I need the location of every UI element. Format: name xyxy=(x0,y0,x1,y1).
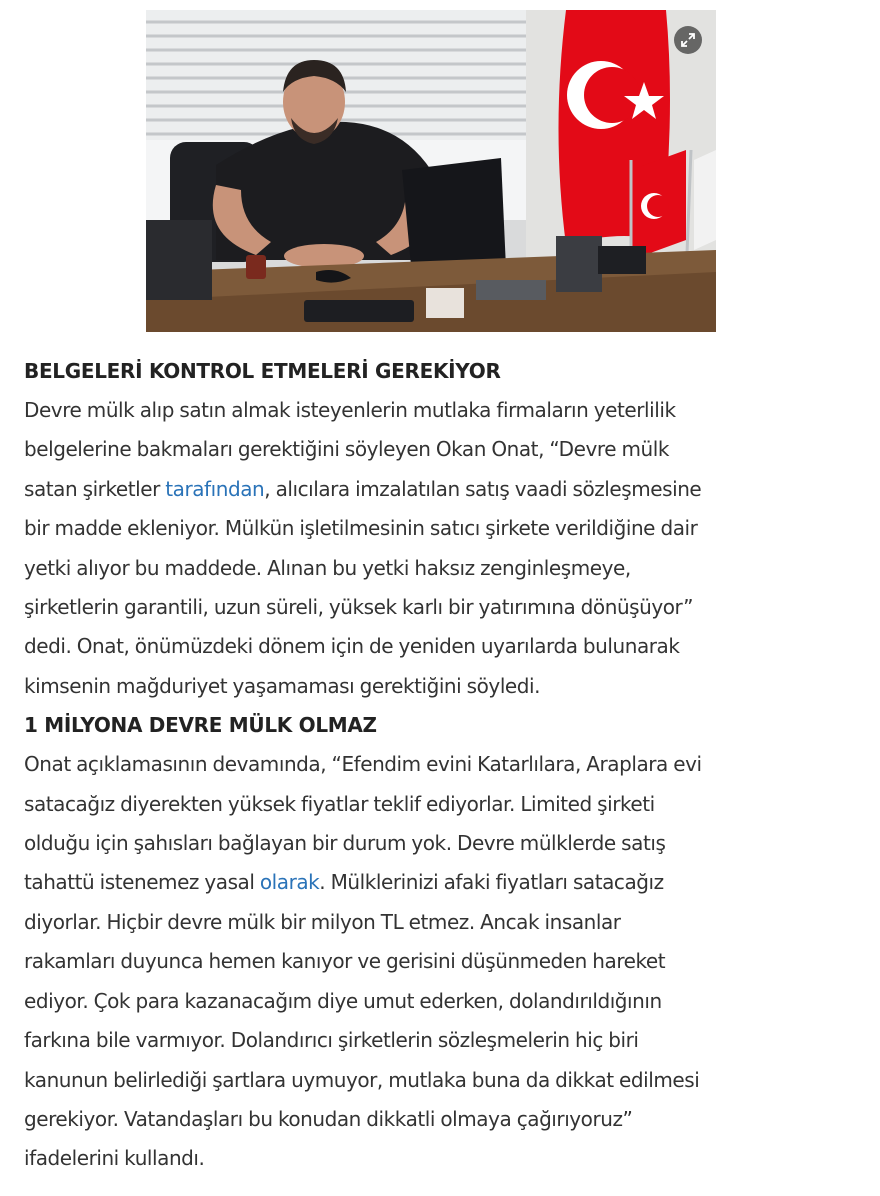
expand-image-button[interactable] xyxy=(674,26,702,54)
text-segment: satan şirketler xyxy=(24,476,166,501)
text-line xyxy=(24,863,854,902)
inline-link[interactable]: tarafından xyxy=(165,476,265,501)
text-segment: satacağız diyerekten yüksek fiyatlar teklif ediyorlar. Limited şirketi xyxy=(24,791,655,816)
section-heading-million: 1 MİLYONA DEVRE MÜLK OLMAZ xyxy=(24,713,377,738)
text-line xyxy=(24,982,854,1021)
office-photo-illustration xyxy=(146,10,716,332)
text-line xyxy=(24,1100,854,1139)
text-line xyxy=(24,785,854,824)
paragraph-documents xyxy=(24,391,854,706)
text-segment: dedi. Onat, önümüzdeki dönem için de yeniden uyarılarda bulunarak xyxy=(24,634,680,659)
text-segment: kanunun belirlediği şartlara uymuyor, mutlaka buna da dikkat edilmesi xyxy=(24,1067,700,1092)
text-line xyxy=(24,824,854,863)
text-line xyxy=(24,391,854,430)
text-line xyxy=(24,627,854,666)
text-segment: belgelerine bakmaları gerektiğini söyleyen Okan Onat, “Devre mülk xyxy=(24,437,669,462)
text-line xyxy=(24,903,854,942)
text-line xyxy=(24,549,854,588)
paragraph-million xyxy=(24,745,854,1178)
text-line xyxy=(24,1061,854,1100)
text-segment: olduğu için şahısları bağlayan bir durum yok. Devre mülklerde satış xyxy=(24,831,666,856)
article-photo xyxy=(146,10,716,332)
text-segment: Devre mülk alıp satın almak isteyenlerin mutlaka firmaların yeterlilik xyxy=(24,398,676,422)
text-line xyxy=(24,470,854,509)
text-line xyxy=(24,745,854,784)
text-line xyxy=(24,509,854,548)
inline-link[interactable]: olarak xyxy=(259,870,320,895)
text-segment: bir madde ekleniyor. Mülkün işletilmesinin satıcı şirkete verildiğine dair xyxy=(24,516,698,541)
text-line xyxy=(24,588,854,627)
text-segment: , alıcılara imzalatılan satış vaadi sözleşmesine xyxy=(264,476,702,501)
text-line xyxy=(24,430,854,469)
text-line xyxy=(24,667,854,706)
text-segment: gerekiyor. Vatandaşları bu konudan dikkatli olmaya çağırıyoruz” xyxy=(24,1106,633,1131)
text-segment: Onat açıklamasının devamında, “Efendim evini Katarlılara, Araplara evi xyxy=(24,752,702,777)
text-segment: farkına bile varmıyor. Dolandırıcı şirketlerin sözleşmelerin hiç biri xyxy=(24,1028,639,1053)
text-segment: ifadelerini kullandı. xyxy=(24,1146,205,1171)
text-segment: diyorlar. Hiçbir devre mülk bir milyon TL etmez. Ancak insanlar xyxy=(24,909,621,934)
text-segment: yetki alıyor bu maddede. Alınan bu yetki haksız zenginleşmeye, xyxy=(24,555,631,580)
text-line xyxy=(24,942,854,981)
text-segment: . Mülklerinizi afaki fiyatları satacağız xyxy=(319,870,664,895)
text-segment: tahattü istenemez yasal xyxy=(24,870,260,895)
text-segment: şirketlerin garantili, uzun süreli, yüksek karlı bir yatırımına dönüşüyor” xyxy=(24,595,694,620)
expand-icon xyxy=(681,33,695,47)
article-body xyxy=(24,352,854,1179)
text-segment: ediyor. Çok para kazanacağım diye umut ederken, dolandırıldığının xyxy=(24,988,662,1013)
text-segment: kimsenin mağduriyet yaşamaması gerektiğini söyledi. xyxy=(24,673,541,698)
text-line xyxy=(24,1021,854,1060)
section-heading-documents: BELGELERİ KONTROL ETMELERİ GEREKİYOR xyxy=(24,359,501,383)
text-line xyxy=(24,1139,854,1178)
text-segment: rakamları duyunca hemen kanıyor ve gerisini düşünmeden hareket xyxy=(24,949,666,974)
